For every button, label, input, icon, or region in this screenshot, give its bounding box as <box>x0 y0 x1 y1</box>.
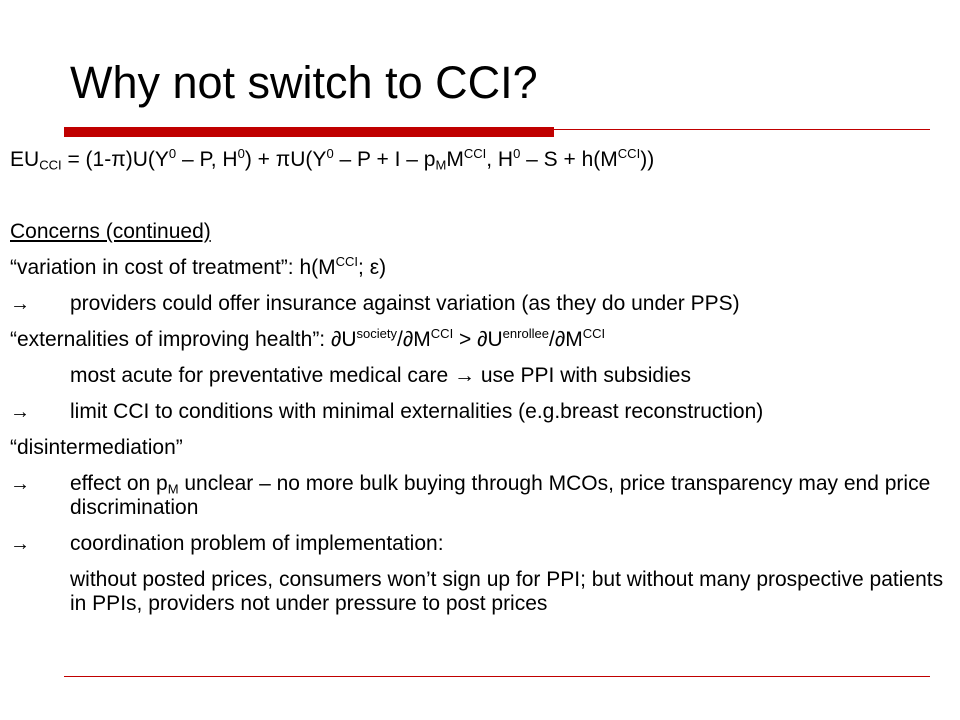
right-arrow-icon: → <box>10 293 30 315</box>
effect-on-price-bullet: → effect on $p_M$ unclear – no more bulk buying through MCOs, price transparency may end price discrimination <box>10 472 931 519</box>
externalities-concern: “externalities of improving health”: $\partial U^{society}/\partial M^{CCI} > \partial U^{enrollee}/\partial M^{CCI}$ <box>10 326 606 351</box>
right-arrow-icon: → <box>10 401 30 423</box>
expected-utility-equation: $EU_{CCI} = (1-\pi)U(Y^0 - P$, $H^0) + \pi U(Y^0 - P + I - p_MM^{CCI}$, $H^0 - S + h(M^{CCI})$) <box>10 146 655 173</box>
footer-rule <box>64 676 930 677</box>
right-arrow-icon: → <box>10 473 30 495</box>
coordination-problem-bullet: → coordination problem of implementation: <box>10 532 444 555</box>
slide-body <box>10 148 955 628</box>
right-arrow-icon: → <box>10 533 30 555</box>
spacer <box>10 184 955 220</box>
variation-concern: “variation in cost of treatment”: $h(M^{CCI}$; ε) <box>10 254 387 279</box>
posted-prices-note: without posted prices, consumers won’t sign up for PPI; but without many prospective patients in PPIs, providers not under pressure to post prices <box>70 568 944 615</box>
right-arrow-icon: → <box>454 364 476 387</box>
title-underline-thick <box>64 127 554 137</box>
disintermediation-concern: “disintermediation” <box>10 436 183 459</box>
limit-cci-bullet: → limit CCI to conditions with minimal externalities (e.g.breast reconstruction) <box>10 400 764 423</box>
slide-title: Why not switch to CCI? <box>70 57 538 108</box>
providers-insurance-bullet: → providers could offer insurance against variation (as they do under PPS) <box>10 292 740 315</box>
title-underline-thin <box>554 129 930 130</box>
preventative-care-note: most acute for preventative medical care → use PPI with subsidies <box>70 364 691 387</box>
concerns-heading: Concerns (continued) <box>10 220 211 243</box>
